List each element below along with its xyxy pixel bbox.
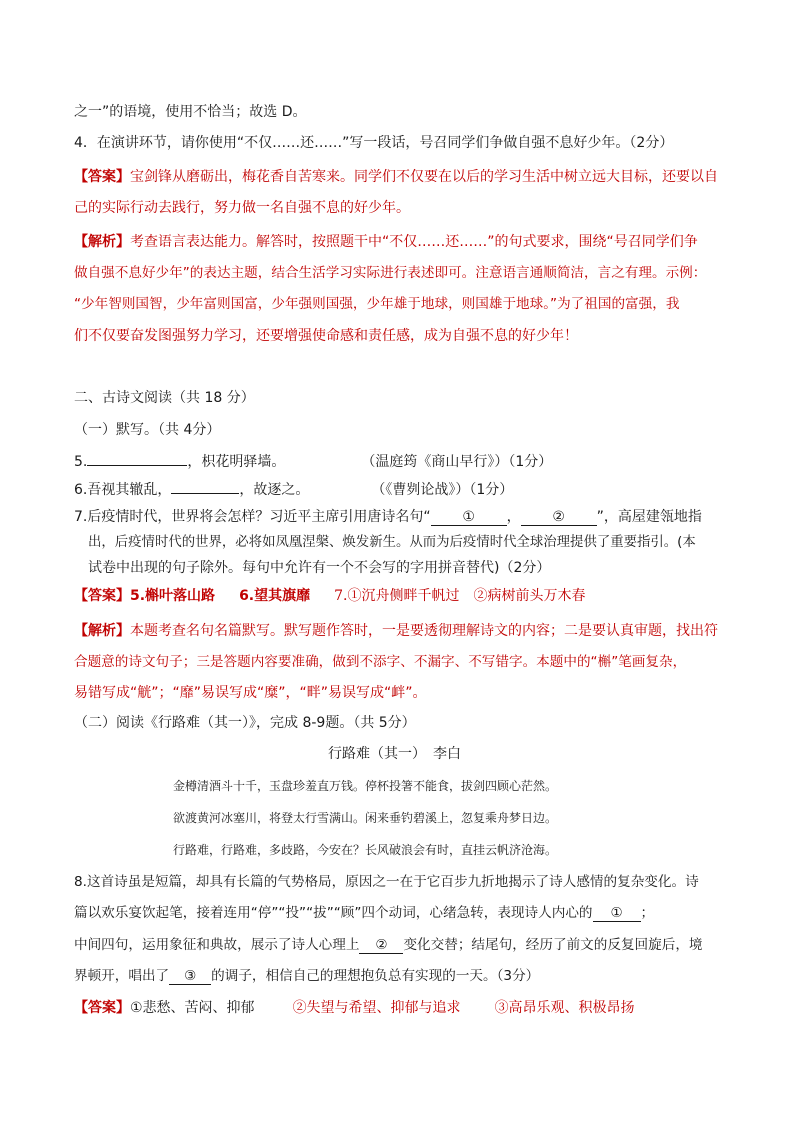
question-8: [74, 872, 699, 892]
question-5: [74, 452, 552, 472]
blank-field[interactable]: ③: [169, 968, 211, 985]
analysis-4: [74, 232, 698, 252]
line-d-choice: [74, 102, 306, 122]
text: 宝剑锋从磨砺出，梅花香自苦寒来。同学们不仅要在以后的学习生活中树立远大目标，还要以自: [130, 169, 718, 185]
text: 行路难，行路难，多歧路，今安在？长风破浪会有时，直挂云帆济沧海。: [173, 843, 558, 857]
answer-5-7: [74, 586, 585, 606]
question-6: [74, 480, 513, 500]
text: 之一”的语境，使用不恰当；故选 D。: [74, 104, 307, 120]
question-8-cont1: [74, 903, 654, 923]
text: 试卷中出现的句子除外。每句中允许有一个不会写的字用拼音替代)（2分）: [88, 560, 551, 576]
text: ；: [640, 905, 655, 921]
poem-title: [328, 744, 461, 764]
text: 中间四句，运用象征和典故，展示了诗人心理上: [74, 937, 360, 953]
text: 们不仅要奋发图强努力学习，还要增强使命感和责任感，成为自强不息的好少年！: [74, 328, 578, 344]
question-7: [74, 507, 702, 527]
subsection-2-heading: [74, 713, 416, 733]
text: （二）阅读《行路难（其一）》，完成 8-9题。（共 5分）: [74, 715, 416, 731]
text: 欲渡黄河冰塞川，将登太行雪满山。闲来垂钓碧溪上，忽复乘舟梦日边。: [173, 811, 558, 825]
blank-field[interactable]: ②: [359, 937, 403, 954]
text: 界顿开，唱出了: [74, 968, 170, 984]
text: ①悲愁、苦闷、抑郁: [130, 1000, 255, 1016]
blank-field[interactable]: [87, 465, 187, 466]
blank-field[interactable]: ①: [431, 509, 507, 526]
text: 6.吾视其辙乱，: [74, 482, 172, 498]
text: 行路难（其一） 李白: [328, 746, 461, 762]
text: ，故逐之。: [239, 482, 310, 498]
analysis-5-7: [74, 621, 718, 641]
analysis-4-cont2: [74, 294, 679, 314]
analysis-tag: 【解析】: [74, 623, 130, 639]
answer-tag: 【答案】: [74, 169, 130, 185]
text: （《曹刿论战》）（1分）: [371, 482, 514, 498]
blank-field[interactable]: ①: [593, 905, 641, 922]
text: 己的实际行动去践行，努力做一名自强不息的好少年。: [74, 200, 410, 216]
poem-line-3: [173, 840, 557, 860]
text: 6.望其旗靡: [239, 588, 311, 604]
answer-4-cont: [74, 198, 410, 218]
blank-field[interactable]: [171, 493, 239, 494]
question-8-cont2: [74, 935, 703, 955]
text: 篇以欢乐宴饮起笔，接着连用“停”“投”“拔”“顾”四个动词，心绪急转，表现诗人内心的: [74, 905, 593, 921]
text: 7.①沉舟侧畔千帆过 ②病树前头万木春: [334, 588, 586, 604]
text: 易错写成“觥”；“靡”易误写成“糜”，“畔”易误写成“衅”。: [74, 685, 427, 701]
text: 5.: [74, 454, 88, 470]
text: 出，后疫情时代的世界，必将如凤凰涅槃、焕发新生。从而为后疫情时代全球治理提供了重要指引。(本: [88, 535, 696, 550]
text: 变化交替；结尾句，经历了前文的反复回旋后，境: [403, 937, 703, 953]
text: 做自强不息好少年”的表达主题，结合生活学习实际进行表述即可。注意语言通顺简洁，言之有理。示例：: [74, 265, 707, 281]
text: 的调子，相信自己的理想抱负总有实现的一天。（3分）: [211, 968, 540, 984]
analysis-5-7-cont2: [74, 683, 427, 703]
answer-tag: 【答案】: [74, 588, 130, 604]
text: ③高昂乐观、积极昂扬: [494, 1000, 635, 1016]
answer-8: [74, 998, 635, 1018]
analysis-4-cont3: [74, 326, 578, 346]
analysis-tag: 【解析】: [74, 234, 130, 250]
poem-line-2: [173, 808, 557, 828]
question-7-cont1: [88, 533, 696, 553]
text: ，: [506, 509, 521, 525]
text: 4．在演讲环节，请你使用“不仅……还……”写一段话，号召同学们争做自强不息好少年。（2分）: [74, 135, 674, 151]
question-7-cont2: [88, 558, 550, 578]
text: ，枳花明驿墙。: [187, 454, 286, 470]
text: （一）默写。（共 4分）: [74, 422, 221, 438]
question-8-cont3: [74, 966, 539, 986]
text: （温庭筠《商山早行》）（1分）: [361, 454, 553, 470]
text: ②失望与希望、抑郁与追求: [292, 1000, 461, 1016]
analysis-5-7-cont1: [74, 652, 686, 672]
text: 金樽清酒斗十千，玉盘珍羞直万钱。停杯投箸不能食，拔剑四顾心茫然。: [173, 779, 558, 793]
text: 8.这首诗虽是短篇，却具有长篇的气势格局，原因之一在于它百步九折地揭示了诗人感情的复杂变化。诗: [74, 874, 699, 890]
blank-field[interactable]: ②: [521, 509, 597, 526]
answer-4: [74, 167, 718, 187]
text: “少年智则国智，少年富则国富，少年强则国强，少年雄于地球，则国雄于地球。”为了祖国的富强，我: [74, 296, 680, 312]
text: 合题意的诗文句子；三是答题内容要准确，做到不添字、不漏字、不写错字。本题中的“槲”笔画复杂，: [74, 654, 687, 670]
text: 考查语言表达能力。解答时，按照题干中“不仅……还……”的句式要求，围绕“号召同学们争: [130, 234, 698, 250]
text: ”，高屋建瓴地指: [596, 509, 702, 525]
subsection-1-heading: [74, 420, 220, 440]
analysis-4-cont1: [74, 263, 706, 283]
question-4: [74, 133, 673, 153]
text: 本题考查名句名篇默写。默写题作答时，一是要透彻理解诗文的内容；二是要认真审题，找出符: [130, 623, 718, 639]
text: 5.槲叶落山路: [130, 588, 216, 604]
section-2-heading: [74, 388, 255, 408]
text: 二、古诗文阅读（共 18 分）: [74, 390, 255, 406]
poem-line-1: [173, 776, 557, 796]
text: 7.后疫情时代，世界将会怎样？习近平主席引用唐诗名句“: [74, 509, 431, 525]
answer-tag: 【答案】: [74, 1000, 130, 1016]
